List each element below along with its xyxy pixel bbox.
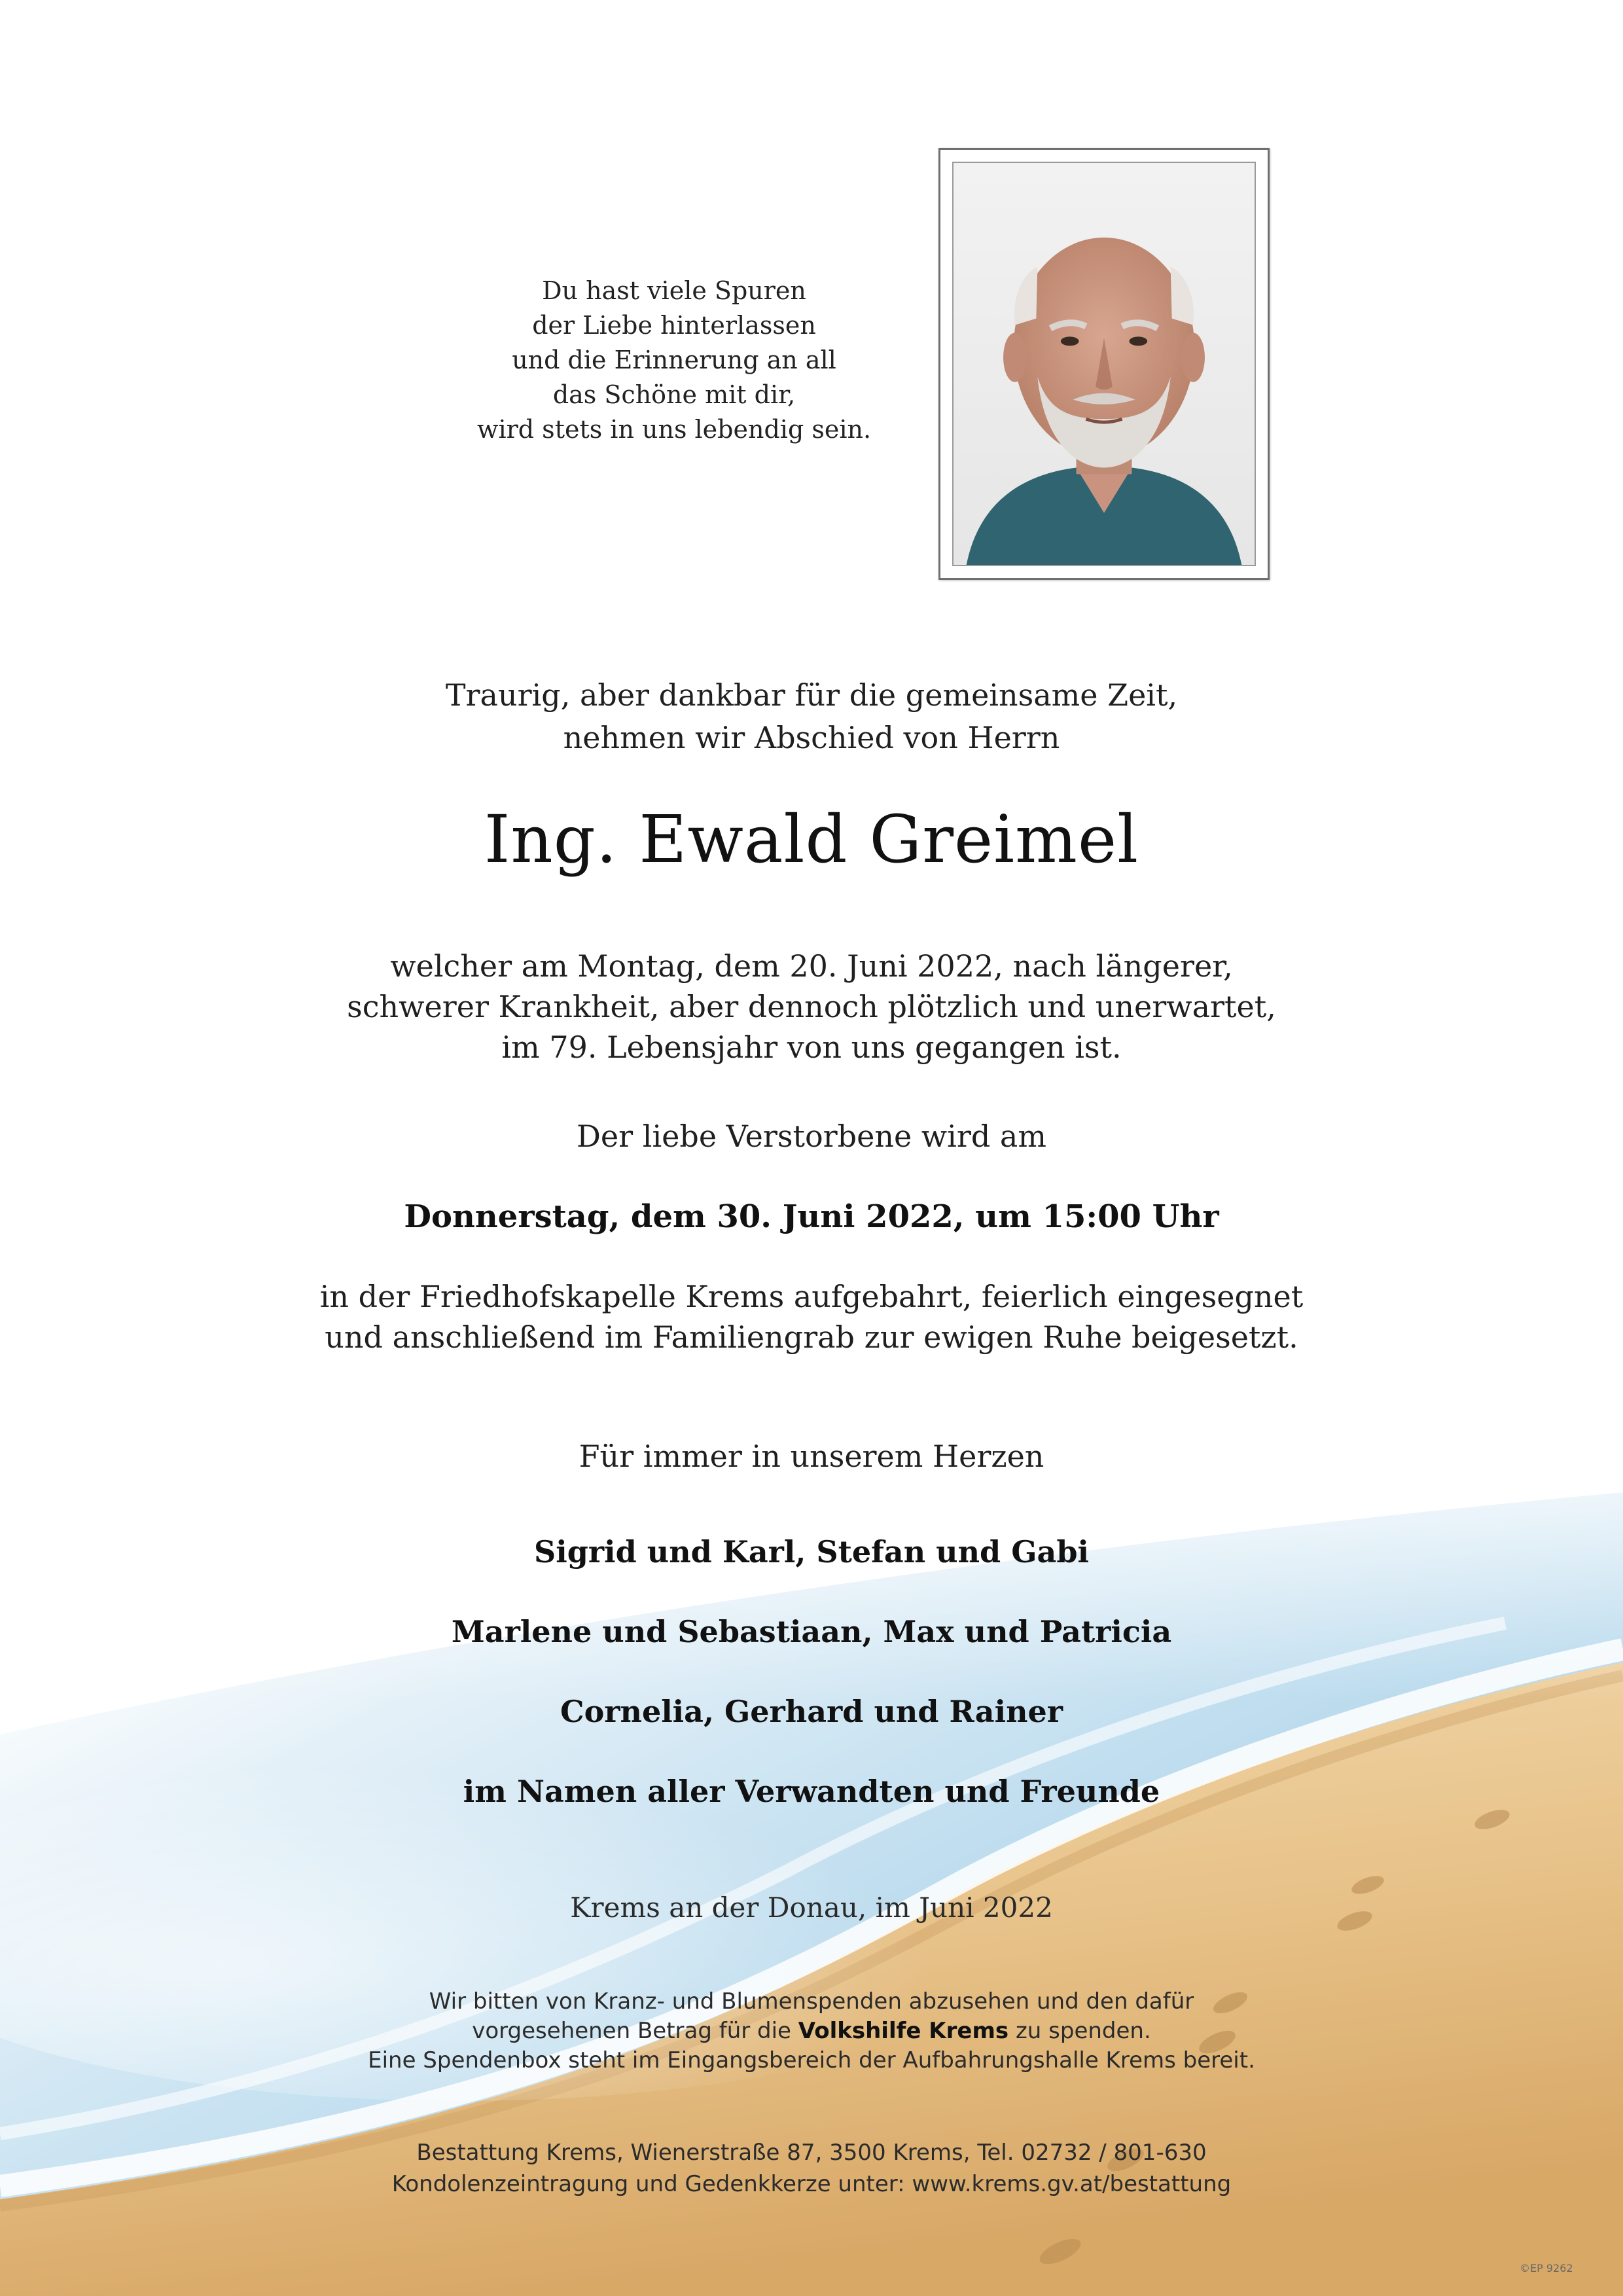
place-line: in der Friedhofskapelle Krems aufgebahrt, feierlich eingesegnet [319, 1279, 1304, 1314]
portrait-frame [938, 148, 1270, 580]
donation-note [0, 1987, 1623, 2075]
deceased-name [0, 797, 1623, 882]
death-line: welcher am Montag, dem 20. Juni 2022, nach längerer, [390, 948, 1233, 984]
ceremony-place [0, 1276, 1623, 1357]
print-code: ©EP 9262 [1520, 2262, 1573, 2274]
forever-text [0, 1436, 1623, 1477]
death-line: im 79. Lebensjahr von uns gegangen ist. [501, 1030, 1122, 1065]
portrait-image [954, 163, 1255, 565]
poem [419, 274, 929, 447]
poem-line: Du hast viele Spuren [542, 276, 806, 305]
charity-name: Volkshilfe Krems [798, 2018, 1009, 2044]
location-date [0, 1889, 1623, 1927]
poem-line: wird stets in uns lebendig sein. [476, 415, 872, 444]
poem-line: und die Erinnerung an all [512, 346, 836, 374]
mourner-line: Sigrid und Karl, Stefan und Gabi [534, 1534, 1089, 1570]
ceremony-date-text: Donnerstag, dem 30. Juni 2022, um 15:00 Uhr [404, 1198, 1219, 1235]
mourner-line: im Namen aller Verwandten und Freunde [463, 1774, 1160, 1809]
forever-line: Für immer in unserem Herzen [579, 1439, 1044, 1474]
intro-line: Traurig, aber dankbar für die gemeinsame Zeit, [445, 677, 1178, 713]
intro-line: nehmen wir Abschied von Herrn [563, 720, 1060, 755]
location-line: Krems an der Donau, im Juni 2022 [570, 1892, 1053, 1924]
donation-line: Wir bitten von Kranz- und Blumenspenden abzusehen und den dafür [429, 1988, 1194, 2015]
intro-text [0, 674, 1623, 759]
contact-info [0, 2137, 1623, 2200]
death-details [0, 946, 1623, 1067]
donation-line [0, 2017, 1623, 2046]
poem-line: der Liebe hinterlassen [532, 311, 816, 340]
mourner-line: Cornelia, Gerhard und Rainer [560, 1694, 1063, 1729]
deceased-name-text: Ing. Ewald Greimel [484, 801, 1139, 878]
contact-line: Bestattung Krems, Wienerstraße 87, 3500 Krems, Tel. 02732 / 801-630 [416, 2140, 1207, 2166]
contact-line: Kondolenzeintragung und Gedenkkerze unter: www.krems.gv.at/bestattung [391, 2171, 1232, 2197]
donation-text: zu spenden. [1008, 2018, 1151, 2044]
ceremony-date [0, 1195, 1623, 1238]
donation-text: vorgesehenen Betrag für die [472, 2018, 798, 2044]
portrait-photo [952, 162, 1256, 566]
donation-line: Eine Spendenbox steht im Eingangsbereich der Aufbahrungshalle Krems bereit. [368, 2047, 1255, 2073]
mourner-line: Marlene und Sebastiaan, Max und Patricia [451, 1614, 1172, 1649]
lying-in-state-text [0, 1116, 1623, 1157]
death-line: schwerer Krankheit, aber dennoch plötzlich und unerwartet, [347, 989, 1276, 1024]
lying-line: Der liebe Verstorbene wird am [577, 1119, 1046, 1154]
poem-line: das Schöne mit dir, [552, 380, 796, 409]
place-line: und anschließend im Familiengrab zur ewigen Ruhe beigesetzt. [325, 1319, 1298, 1355]
